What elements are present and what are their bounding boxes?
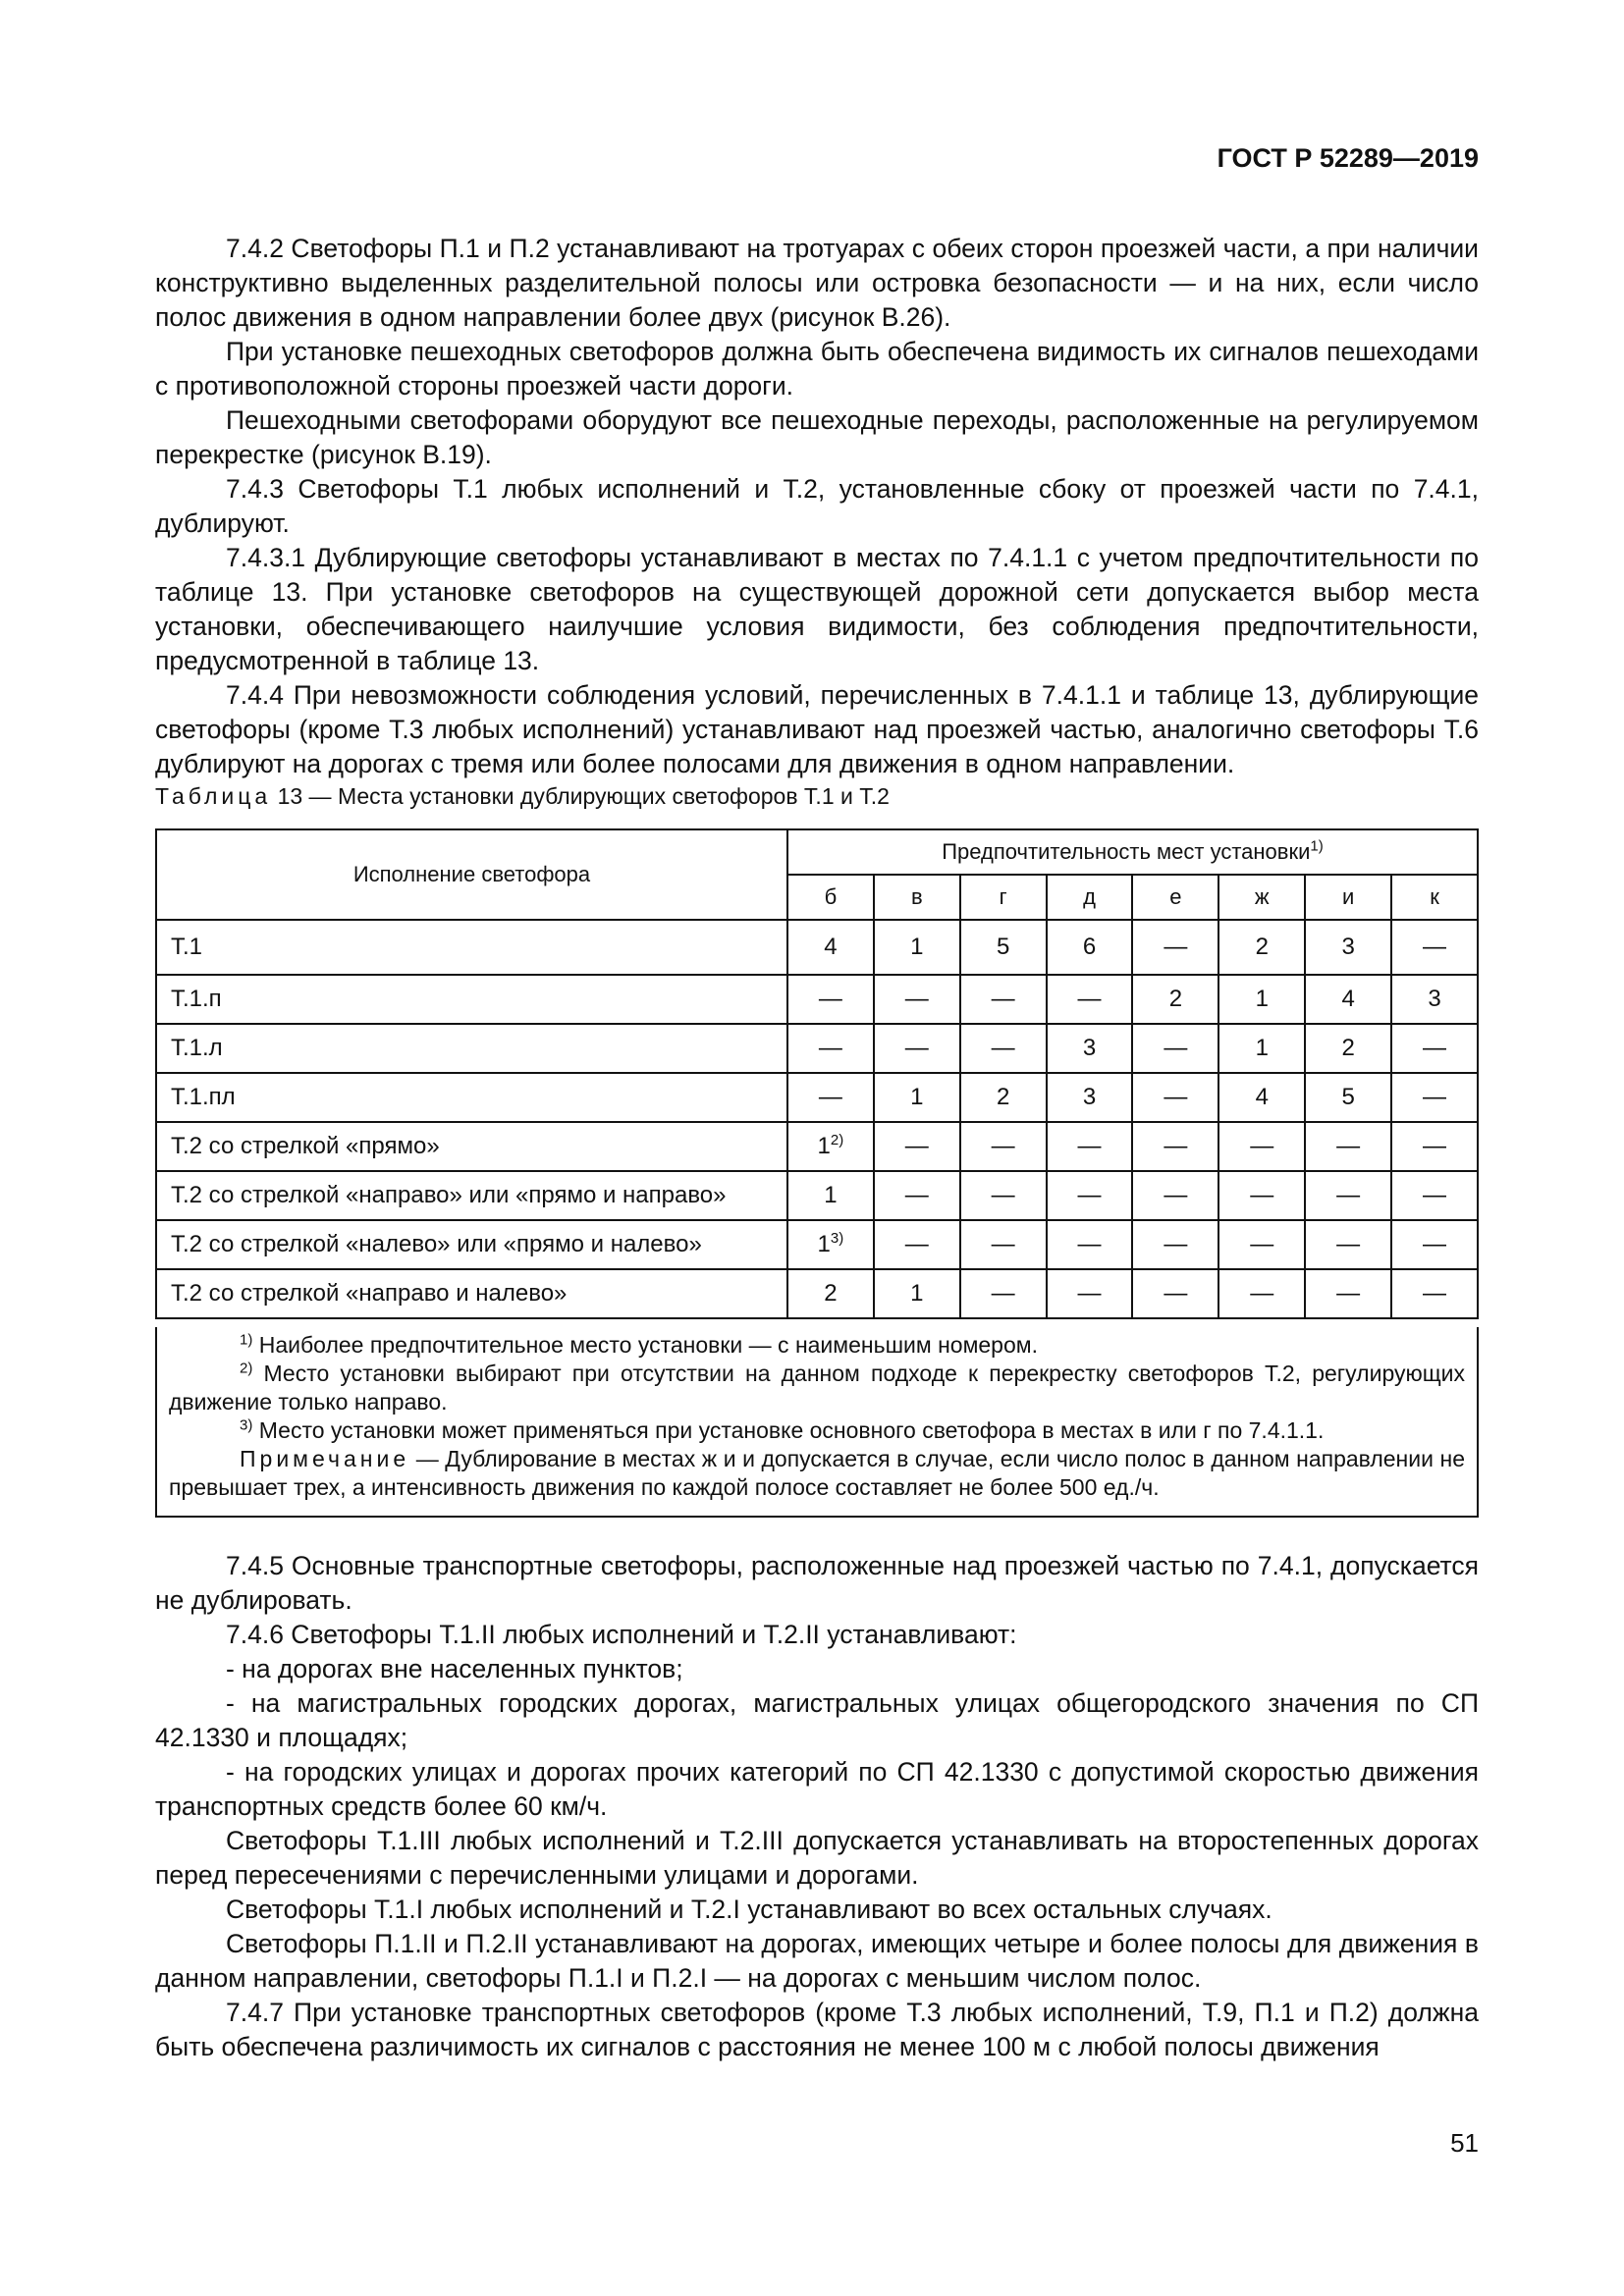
body-text-top bbox=[155, 232, 1479, 781]
note-text: — Дублирование в местах ж и и допускается в случае, если число полос в данном направлении не превышает трех, а интенсивность движения по каждой полосе составляет не более 500 ед./ч. bbox=[169, 1446, 1466, 1500]
cell: — bbox=[787, 1024, 874, 1073]
cell: — bbox=[960, 1171, 1047, 1220]
footnote-mark: 3) bbox=[240, 1416, 253, 1434]
cell: — bbox=[1047, 1122, 1133, 1171]
cell: — bbox=[960, 1269, 1047, 1318]
cell: — bbox=[1218, 1220, 1305, 1269]
paragraph: Светофоры Т.1.III любых исполнений и Т.2.III допускается устанавливать на второстепенных дорогах перед пересечениями с перечисленными улицами и дорогами. bbox=[155, 1826, 1479, 1890]
body-text-bottom bbox=[155, 1549, 1479, 2064]
column-header: и bbox=[1305, 875, 1391, 920]
row-name: Т.2 со стрелкой «направо» или «прямо и направо» bbox=[156, 1171, 787, 1220]
column-header: е bbox=[1132, 875, 1218, 920]
paragraph: 7.4.4 При невозможности соблюдения условий, перечисленных в 7.4.1.1 и таблице 13, дублирующие светофоры (кроме Т.3 любых исполнений) устанавливают над проезжей частью, аналогично светофоры Т.6 дублируют на дорогах с тремя или более полосами для движения в одном направлении. bbox=[155, 680, 1479, 778]
list-item: - на магистральных городских дорогах, магистральных улицах общегородского значения по СП 42.1330 и площадях; bbox=[155, 1688, 1479, 1752]
cell: — bbox=[1305, 1122, 1391, 1171]
row-name: Т.2 со стрелкой «прямо» bbox=[156, 1122, 787, 1171]
header-group-label: Предпочтительность мест установки bbox=[942, 839, 1311, 864]
cell: — bbox=[1132, 1073, 1218, 1122]
cell: — bbox=[874, 1122, 960, 1171]
cell: — bbox=[1132, 1220, 1218, 1269]
cell: 1 bbox=[1218, 975, 1305, 1024]
document-header: ГОСТ Р 52289—2019 bbox=[1217, 143, 1479, 173]
cell: — bbox=[787, 1073, 874, 1122]
cell: 2 bbox=[1218, 920, 1305, 975]
cell: — bbox=[874, 1024, 960, 1073]
cell: — bbox=[1391, 920, 1478, 975]
footnote-mark: 2) bbox=[240, 1360, 253, 1377]
cell: — bbox=[1305, 1171, 1391, 1220]
data-table bbox=[155, 828, 1479, 1319]
header-group-sup: 1) bbox=[1310, 837, 1324, 855]
table-row bbox=[156, 1073, 1478, 1122]
cell: 4 bbox=[1218, 1073, 1305, 1122]
cell: — bbox=[1132, 1122, 1218, 1171]
paragraph: Светофоры П.1.II и П.2.II устанавливают на дорогах, имеющих четыре и более полосы для движения в данном направлении, светофоры П.1.I и П.2.I — на дорогах с меньшим числом полос. bbox=[155, 1929, 1479, 1993]
cell: — bbox=[1132, 920, 1218, 975]
cell-value: 1 bbox=[817, 1133, 831, 1159]
cell: — bbox=[1132, 1024, 1218, 1073]
row-name: Т.2 со стрелкой «направо и налево» bbox=[156, 1269, 787, 1318]
cell: — bbox=[874, 1220, 960, 1269]
cell: — bbox=[960, 975, 1047, 1024]
cell: 3 bbox=[1047, 1073, 1133, 1122]
cell: — bbox=[1047, 1220, 1133, 1269]
footnote bbox=[169, 1360, 1465, 1416]
cell bbox=[787, 1122, 874, 1171]
cell: — bbox=[1047, 975, 1133, 1024]
paragraph: 7.4.3 Светофоры Т.1 любых исполнений и Т.2, установленные сбоку от проезжей части по 7.4.1, дублируют. bbox=[155, 474, 1479, 538]
cell: — bbox=[787, 975, 874, 1024]
cell: — bbox=[960, 1122, 1047, 1171]
footnote-mark: 1) bbox=[240, 1331, 253, 1349]
cell: — bbox=[1391, 1220, 1478, 1269]
cell: — bbox=[874, 1171, 960, 1220]
cell: — bbox=[1132, 1269, 1218, 1318]
paragraph: Светофоры Т.1.I любых исполнений и Т.2.I устанавливают во всех остальных случаях. bbox=[226, 1895, 1272, 1924]
row-name: Т.1.п bbox=[156, 975, 787, 1024]
table-caption-label: Таблица bbox=[155, 783, 272, 809]
cell: — bbox=[1305, 1220, 1391, 1269]
cell: — bbox=[1391, 1171, 1478, 1220]
cell: — bbox=[1391, 1024, 1478, 1073]
cell: — bbox=[1305, 1269, 1391, 1318]
cell: 1 bbox=[874, 1073, 960, 1122]
header-group bbox=[787, 829, 1478, 875]
cell: — bbox=[1391, 1122, 1478, 1171]
cell: 5 bbox=[960, 920, 1047, 975]
cell: 1 bbox=[1218, 1024, 1305, 1073]
column-header: б bbox=[787, 875, 874, 920]
table-row bbox=[156, 1220, 1478, 1269]
footnote bbox=[169, 1416, 1465, 1445]
cell: — bbox=[1391, 1073, 1478, 1122]
cell: 2 bbox=[787, 1269, 874, 1318]
cell: 2 bbox=[1132, 975, 1218, 1024]
column-header: д bbox=[1047, 875, 1133, 920]
page-number: 51 bbox=[1450, 2128, 1479, 2158]
row-name: Т.1.л bbox=[156, 1024, 787, 1073]
cell: — bbox=[1391, 1269, 1478, 1318]
cell: — bbox=[960, 1024, 1047, 1073]
cell: 3 bbox=[1047, 1024, 1133, 1073]
cell: — bbox=[1132, 1171, 1218, 1220]
list-item: - на городских улицах и дорогах прочих категорий по СП 42.1330 с допустимой скоростью движения транспортных средств более 60 км/ч. bbox=[155, 1757, 1479, 1821]
row-name: Т.1.пл bbox=[156, 1073, 787, 1122]
table-row bbox=[156, 1024, 1478, 1073]
cell: 3 bbox=[1391, 975, 1478, 1024]
column-header: г bbox=[960, 875, 1047, 920]
cell: 2 bbox=[1305, 1024, 1391, 1073]
footnote-text: Место установки выбирают при отсутствии на данном подходе к перекрестку светофоров Т.2, регулирующих движение только направо. bbox=[169, 1361, 1465, 1415]
cell-value: 1 bbox=[817, 1231, 831, 1257]
row-name: Т.1 bbox=[156, 920, 787, 975]
column-header: к bbox=[1391, 875, 1478, 920]
paragraph: 7.4.5 Основные транспортные светофоры, расположенные над проезжей частью по 7.4.1, допускается не дублировать. bbox=[155, 1551, 1479, 1615]
cell: — bbox=[874, 975, 960, 1024]
header-name: Исполнение светофора bbox=[156, 829, 787, 920]
cell: — bbox=[1047, 1171, 1133, 1220]
table-row bbox=[156, 1171, 1478, 1220]
table-caption bbox=[155, 783, 890, 810]
cell: — bbox=[1047, 1269, 1133, 1318]
table-caption-text: 13 — Места установки дублирующих светофоров Т.1 и Т.2 bbox=[277, 783, 890, 809]
cell: 1 bbox=[787, 1171, 874, 1220]
footnote bbox=[169, 1331, 1465, 1360]
cell: 2 bbox=[960, 1073, 1047, 1122]
cell: — bbox=[1218, 1171, 1305, 1220]
cell: 3 bbox=[1305, 920, 1391, 975]
paragraph: 7.4.7 При установке транспортных светофоров (кроме Т.3 любых исполнений, Т.9, П.1 и П.2) должна быть обеспечена различимость их сигналов с расстояния не менее 100 м с любой полосы движения bbox=[155, 1998, 1479, 2061]
cell: — bbox=[960, 1220, 1047, 1269]
table-note bbox=[169, 1445, 1465, 1502]
footnote-text: Наиболее предпочтительное место установки — с наименьшим номером. bbox=[258, 1332, 1038, 1358]
cell: — bbox=[1218, 1269, 1305, 1318]
cell: 6 bbox=[1047, 920, 1133, 975]
cell: 5 bbox=[1305, 1073, 1391, 1122]
table-row bbox=[156, 1269, 1478, 1318]
paragraph: 7.4.6 Светофоры Т.1.II любых исполнений и Т.2.II устанавливают: bbox=[226, 1620, 1017, 1649]
cell: 1 bbox=[874, 1269, 960, 1318]
column-header: в bbox=[874, 875, 960, 920]
list-item: - на дорогах вне населенных пунктов; bbox=[226, 1654, 683, 1683]
note-label: Примечание bbox=[240, 1446, 410, 1471]
cell: 4 bbox=[1305, 975, 1391, 1024]
paragraph: При установке пешеходных светофоров должна быть обеспечена видимость их сигналов пешеходами с противоположной стороны проезжей части дороги. bbox=[155, 337, 1479, 400]
footnote-mark: 2) bbox=[830, 1132, 844, 1148]
table-row bbox=[156, 920, 1478, 975]
column-header: ж bbox=[1218, 875, 1305, 920]
cell: 4 bbox=[787, 920, 874, 975]
paragraph: 7.4.3.1 Дублирующие светофоры устанавливают в местах по 7.4.1.1 с учетом предпочтительности по таблице 13. При установке светофоров на существующей дорожной сети допускается выбор места установки, обеспечивающего наилучшие условия видимости, без соблюдения предпочтительности, предусмотренной в таблице 13. bbox=[155, 543, 1479, 675]
row-name: Т.2 со стрелкой «налево» или «прямо и налево» bbox=[156, 1220, 787, 1269]
paragraph: Пешеходными светофорами оборудуют все пешеходные переходы, расположенные на регулируемом перекрестке (рисунок В.19). bbox=[155, 405, 1479, 469]
paragraph: 7.4.2 Светофоры П.1 и П.2 устанавливают на тротуарах с обеих сторон проезжей части, а при наличии конструктивно выделенных разделительной полосы или островка безопасности — и на них, если число полос движения в одном направлении более двух (рисунок В.26). bbox=[155, 234, 1479, 332]
cell: — bbox=[1218, 1122, 1305, 1171]
footnote-mark: 3) bbox=[830, 1230, 844, 1247]
cell: 1 bbox=[874, 920, 960, 975]
table-row bbox=[156, 975, 1478, 1024]
table-row bbox=[156, 1122, 1478, 1171]
footnote-text: Место установки может применяться при установке основного светофора в местах в или г по 7.4.1.1. bbox=[258, 1417, 1325, 1443]
table-notes bbox=[155, 1327, 1479, 1518]
cell bbox=[787, 1220, 874, 1269]
